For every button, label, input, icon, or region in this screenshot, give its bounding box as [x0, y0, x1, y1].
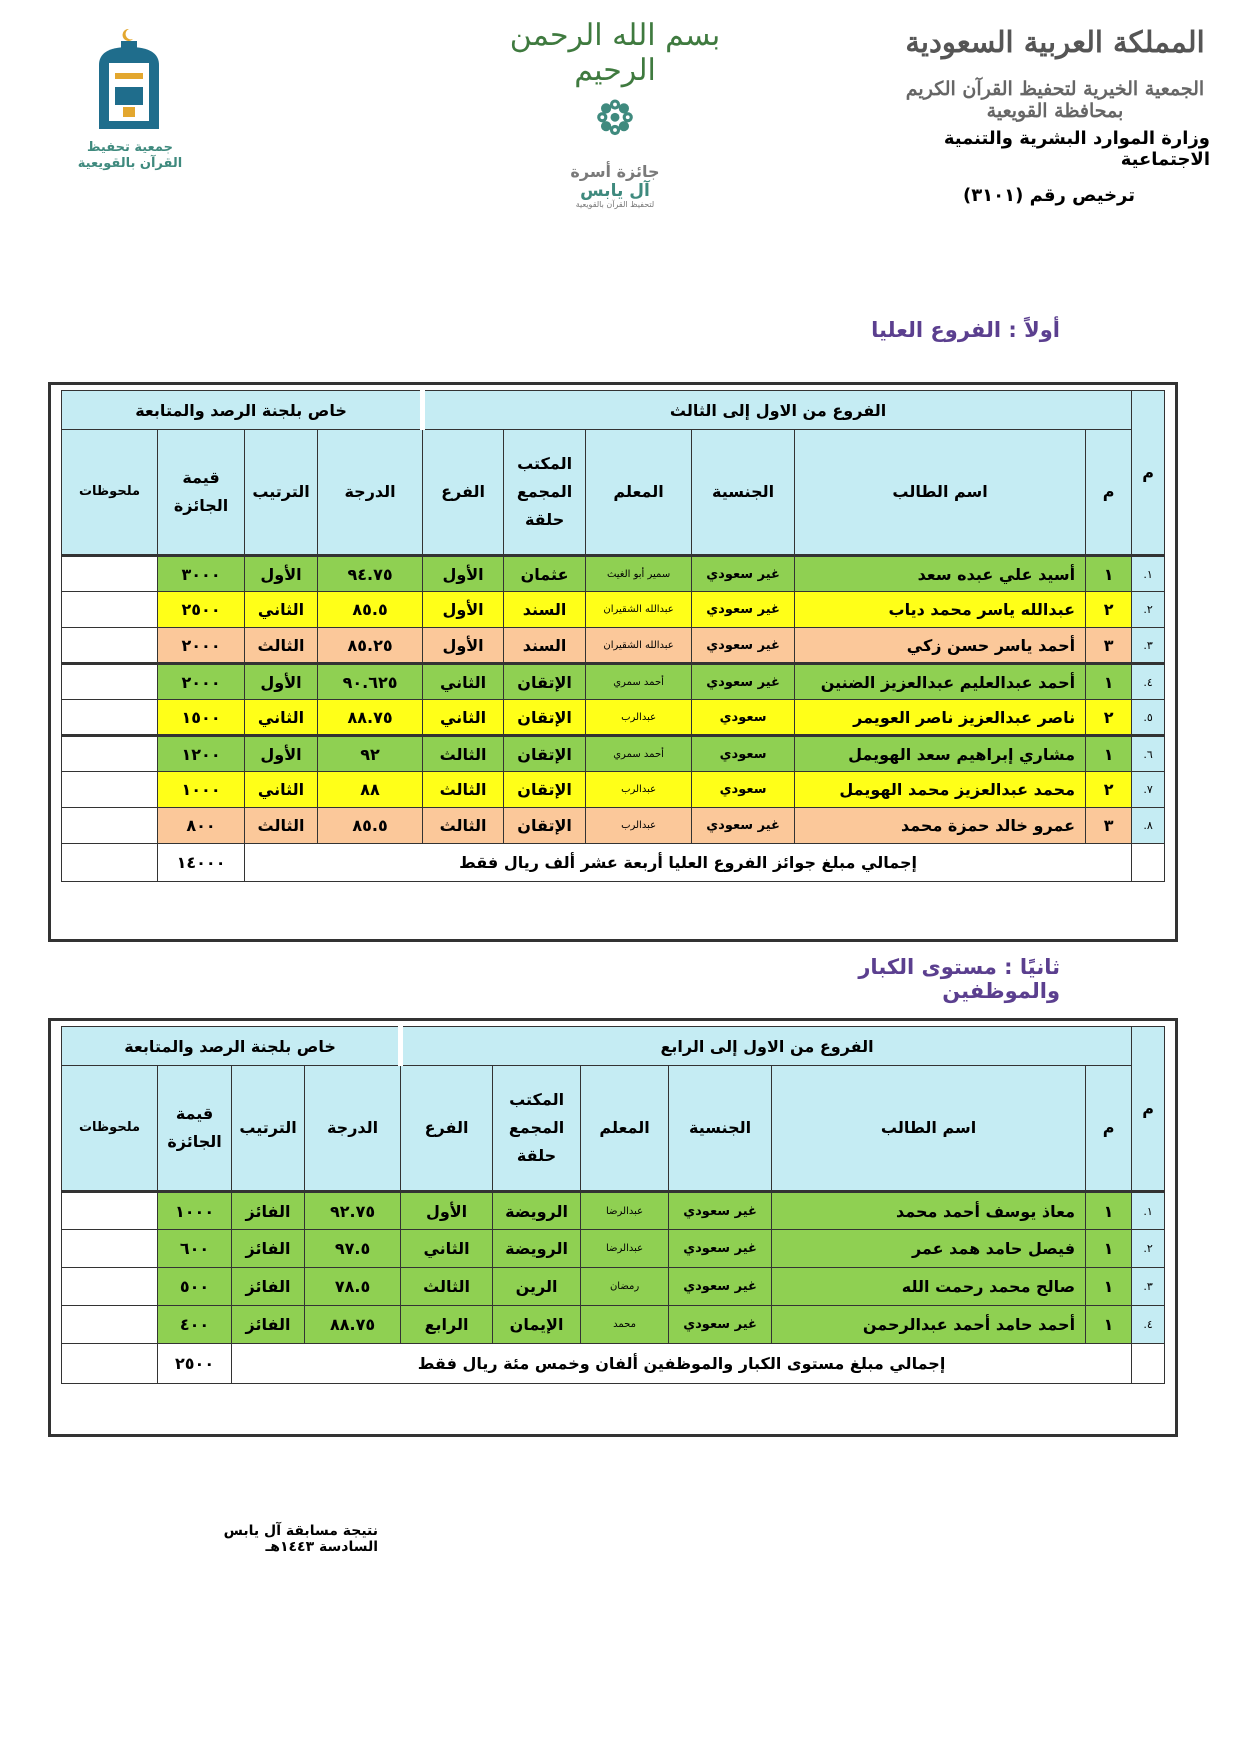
total-row-blank — [1132, 1344, 1165, 1384]
col-header-teacher: المعلم — [586, 430, 692, 556]
cell-rank: الثالث — [245, 628, 318, 664]
col-header-prize: قيمة الجائزة — [158, 1066, 232, 1192]
table-row — [62, 700, 1165, 736]
cell-rank: الفائز — [232, 1268, 305, 1306]
cell-name: عبدالله ياسر محمد دياب — [795, 592, 1086, 628]
cell-notes — [62, 1192, 158, 1230]
cell-teacher: عبدالله الشقيران — [586, 592, 692, 628]
cell-nationality: غير سعودي — [669, 1192, 772, 1230]
row-index: ٤. — [1132, 664, 1165, 700]
total-notes — [62, 1344, 158, 1384]
cell-name: أحمد عبدالعليم عبدالعزيز الضنين — [795, 664, 1086, 700]
cell-nationality: سعودي — [692, 772, 795, 808]
cell-office: الرين — [493, 1268, 581, 1306]
cell-office: السند — [504, 628, 586, 664]
group-header-committee: خاص بلجنة الرصد والمتابعة — [62, 1027, 401, 1066]
section2-table — [61, 1026, 1165, 1384]
cell-office: الإتقان — [504, 808, 586, 844]
cell-branch: الثاني — [423, 700, 504, 736]
cell-notes — [62, 700, 158, 736]
cell-grade: ٨٥.٥ — [318, 808, 423, 844]
cell-prize: ٦٠٠ — [158, 1230, 232, 1268]
cell-nationality: سعودي — [692, 700, 795, 736]
association-logo-line2: القرآن بالقويعية — [77, 156, 183, 171]
cell-name: أحمد ياسر حسن زكي — [795, 628, 1086, 664]
row-index: ٧. — [1132, 772, 1165, 808]
cell-notes — [62, 1268, 158, 1306]
cell-teacher: عبدالله الشقيران — [586, 628, 692, 664]
cell-prize: ٢٠٠٠ — [158, 664, 245, 700]
cell-prize: ٨٠٠ — [158, 808, 245, 844]
cell-prize: ٢٠٠٠ — [158, 628, 245, 664]
cell-nationality: غير سعودي — [692, 628, 795, 664]
cell-grade: ٨٥.٢٥ — [318, 628, 423, 664]
cell-prize: ١٠٠٠ — [158, 772, 245, 808]
cell-name: معاذ يوسف أحمد محمد — [772, 1192, 1086, 1230]
col-header-nationality: الجنسية — [669, 1066, 772, 1192]
table-row — [62, 736, 1165, 772]
index-header: م — [1132, 1027, 1165, 1192]
cell-name: ناصر عبدالعزيز ناصر العويمر — [795, 700, 1086, 736]
table-row — [62, 808, 1165, 844]
cell-prize: ٤٠٠ — [158, 1306, 232, 1344]
cell-grade: ٨٨ — [318, 772, 423, 808]
row-index: ٣. — [1132, 1268, 1165, 1306]
col-header-m: م — [1086, 430, 1132, 556]
cell-m: ٢ — [1086, 772, 1132, 808]
row-index: ٤. — [1132, 1306, 1165, 1344]
cell-office: الإتقان — [504, 664, 586, 700]
row-index: ١. — [1132, 556, 1165, 592]
row-index: ٨. — [1132, 808, 1165, 844]
cell-notes — [62, 664, 158, 700]
cell-office: الإتقان — [504, 700, 586, 736]
table-row — [62, 1268, 1165, 1306]
cell-m: ٢ — [1086, 700, 1132, 736]
cell-branch: الثاني — [401, 1230, 493, 1268]
total-value: ١٤٠٠٠ — [158, 844, 245, 882]
row-index: ١. — [1132, 1192, 1165, 1230]
row-index: ٣. — [1132, 628, 1165, 664]
cell-rank: الأول — [245, 556, 318, 592]
col-header-teacher: المعلم — [581, 1066, 669, 1192]
col-header-notes: ملحوظات — [62, 1066, 158, 1192]
col-header-branch: الفرع — [401, 1066, 493, 1192]
row-index: ٥. — [1132, 700, 1165, 736]
cell-m: ١ — [1086, 1230, 1132, 1268]
table-row — [62, 1192, 1165, 1230]
col-header-nationality: الجنسية — [692, 430, 795, 556]
section2-title: ثانيًا : مستوى الكبار والموظفين — [858, 955, 1060, 1003]
table-row — [62, 1306, 1165, 1344]
cell-branch: الثالث — [401, 1268, 493, 1306]
cell-m: ١ — [1086, 664, 1132, 700]
cell-teacher: عبدالرضا — [581, 1230, 669, 1268]
cell-branch: الأول — [423, 556, 504, 592]
basmala: بسم الله الرحمن الرحيم — [509, 18, 721, 88]
cell-teacher: أحمد سمري — [586, 736, 692, 772]
cell-nationality: غير سعودي — [669, 1306, 772, 1344]
cell-branch: الثالث — [423, 772, 504, 808]
group-header-branches: الفروع من الاول إلى الثالث — [423, 391, 1132, 430]
group-header-committee: خاص بلجنة الرصد والمتابعة — [62, 391, 423, 430]
total-row-blank — [1132, 844, 1165, 882]
group-header-branches: الفروع من الاول إلى الرابع — [401, 1027, 1132, 1066]
cell-teacher: رمضان — [581, 1268, 669, 1306]
cell-m: ٢ — [1086, 592, 1132, 628]
total-notes — [62, 844, 158, 882]
cell-nationality: غير سعودي — [669, 1230, 772, 1268]
cell-branch: الأول — [401, 1192, 493, 1230]
cell-office: الرويضة — [493, 1230, 581, 1268]
cell-grade: ٨٨.٧٥ — [318, 700, 423, 736]
cell-notes — [62, 1306, 158, 1344]
total-text: إجمالي مبلغ مستوى الكبار والموظفين ألفان وخمس مئة ريال فقط — [232, 1344, 1132, 1384]
association-logo-line1: جمعية تحفيظ — [87, 140, 173, 155]
kingdom-title: المملكة العربية السعودية — [905, 25, 1205, 59]
cell-notes — [62, 592, 158, 628]
cell-prize: ٥٠٠ — [158, 1268, 232, 1306]
cell-office: الإتقان — [504, 772, 586, 808]
col-header-grade: الدرجة — [305, 1066, 401, 1192]
cell-notes — [62, 736, 158, 772]
cell-grade: ٨٥.٥ — [318, 592, 423, 628]
cell-rank: الفائز — [232, 1230, 305, 1268]
license-number: ترخيص رقم (٣١٠١) — [962, 185, 1135, 206]
cell-rank: الفائز — [232, 1192, 305, 1230]
cell-name: محمد عبدالعزيز محمد الهويمل — [795, 772, 1086, 808]
cell-grade: ٩٧.٥ — [305, 1230, 401, 1268]
cell-office: السند — [504, 592, 586, 628]
cell-m: ٣ — [1086, 808, 1132, 844]
cell-m: ١ — [1086, 736, 1132, 772]
cell-prize: ٢٥٠٠ — [158, 592, 245, 628]
total-row — [62, 1344, 1165, 1384]
section1-table — [61, 390, 1165, 882]
cell-prize: ١٠٠٠ — [158, 1192, 232, 1230]
cell-rank: الثاني — [245, 700, 318, 736]
cell-grade: ٩٤.٧٥ — [318, 556, 423, 592]
cell-rank: الثاني — [245, 772, 318, 808]
col-header-rank: الترتيب — [245, 430, 318, 556]
cell-grade: ٧٨.٥ — [305, 1268, 401, 1306]
cell-branch: الثالث — [423, 736, 504, 772]
col-header-rank: الترتيب — [232, 1066, 305, 1192]
cell-teacher: عبدالرب — [586, 772, 692, 808]
cell-notes — [62, 808, 158, 844]
cell-teacher: سمير أبو الغيث — [586, 556, 692, 592]
cell-branch: الأول — [423, 628, 504, 664]
table-row — [62, 772, 1165, 808]
cell-branch: الثالث — [423, 808, 504, 844]
cell-teacher: عبدالرضا — [581, 1192, 669, 1230]
row-index: ٢. — [1132, 1230, 1165, 1268]
table-row — [62, 664, 1165, 700]
footer-note: نتيجة مسابقة آل يابس السادسة ١٤٤٣هـ — [223, 1523, 378, 1555]
cell-office: الإيمان — [493, 1306, 581, 1344]
award-logo-icon — [560, 95, 670, 165]
cell-nationality: غير سعودي — [669, 1268, 772, 1306]
cell-notes — [62, 772, 158, 808]
cell-notes — [62, 628, 158, 664]
col-header-branch: الفرع — [423, 430, 504, 556]
cell-notes — [62, 1230, 158, 1268]
cell-prize: ٣٠٠٠ — [158, 556, 245, 592]
cell-name: أسيد علي عبده سعد — [795, 556, 1086, 592]
cell-rank: الأول — [245, 664, 318, 700]
cell-rank: الأول — [245, 736, 318, 772]
cell-m: ١ — [1086, 1192, 1132, 1230]
cell-name: أحمد حامد أحمد عبدالرحمن — [772, 1306, 1086, 1344]
cell-m: ٣ — [1086, 628, 1132, 664]
col-header-grade: الدرجة — [318, 430, 423, 556]
award-logo-line1: جائزة أسرة — [570, 162, 660, 181]
cell-prize: ١٥٠٠ — [158, 700, 245, 736]
association-logo-icon — [85, 25, 173, 135]
cell-teacher: عبدالرب — [586, 700, 692, 736]
cell-grade: ٩٠.٦٢٥ — [318, 664, 423, 700]
section1-title: أولاً : الفروع العليا — [871, 318, 1060, 342]
cell-grade: ٨٨.٧٥ — [305, 1306, 401, 1344]
col-header-office: المكتب المجمع حلقة — [504, 430, 586, 556]
cell-rank: الثاني — [245, 592, 318, 628]
cell-name: فيصل حامد همد عمر — [772, 1230, 1086, 1268]
cell-teacher: محمد — [581, 1306, 669, 1344]
award-logo-line2: آل يابس — [580, 181, 650, 201]
ministry-title: وزارة الموارد البشرية والتنمية الاجتماعية — [943, 128, 1210, 170]
cell-office: الإتقان — [504, 736, 586, 772]
cell-office: عثمان — [504, 556, 586, 592]
index-header: م — [1132, 391, 1165, 556]
cell-nationality: غير سعودي — [692, 556, 795, 592]
col-header-prize: قيمة الجائزة — [158, 430, 245, 556]
total-text: إجمالي مبلغ جوائز الفروع العليا أربعة عشر ألف ريال فقط — [245, 844, 1132, 882]
association-title: الجمعية الخيرية لتحفيظ القرآن الكريم بمحافظة القويعية — [905, 78, 1205, 122]
cell-teacher: عبدالرب — [586, 808, 692, 844]
cell-name: عمرو خالد حمزة محمد — [795, 808, 1086, 844]
cell-m: ١ — [1086, 1268, 1132, 1306]
cell-m: ١ — [1086, 556, 1132, 592]
cell-nationality: غير سعودي — [692, 808, 795, 844]
cell-prize: ١٢٠٠ — [158, 736, 245, 772]
cell-m: ١ — [1086, 1306, 1132, 1344]
table-row — [62, 628, 1165, 664]
cell-grade: ٩٢ — [318, 736, 423, 772]
col-header-name: اسم الطالب — [772, 1066, 1086, 1192]
cell-branch: الثاني — [423, 664, 504, 700]
cell-rank: الثالث — [245, 808, 318, 844]
col-header-name: اسم الطالب — [795, 430, 1086, 556]
award-logo-line3: لتحفيظ القرآن بالقويعية — [575, 200, 655, 209]
cell-office: الرويضة — [493, 1192, 581, 1230]
table-row — [62, 592, 1165, 628]
table-row — [62, 1230, 1165, 1268]
table-row — [62, 556, 1165, 592]
cell-teacher: أحمد سمري — [586, 664, 692, 700]
col-header-office: المكتب المجمع حلقة — [493, 1066, 581, 1192]
cell-name: صالح محمد رحمت الله — [772, 1268, 1086, 1306]
row-index: ٦. — [1132, 736, 1165, 772]
cell-nationality: غير سعودي — [692, 664, 795, 700]
cell-grade: ٩٢.٧٥ — [305, 1192, 401, 1230]
total-value: ٢٥٠٠ — [158, 1344, 232, 1384]
col-header-notes: ملحوظات — [62, 430, 158, 556]
cell-nationality: سعودي — [692, 736, 795, 772]
cell-name: مشاري إبراهيم سعد الهويمل — [795, 736, 1086, 772]
col-header-m: م — [1086, 1066, 1132, 1192]
cell-rank: الفائز — [232, 1306, 305, 1344]
cell-branch: الأول — [423, 592, 504, 628]
cell-notes — [62, 556, 158, 592]
cell-nationality: غير سعودي — [692, 592, 795, 628]
total-row — [62, 844, 1165, 882]
row-index: ٢. — [1132, 592, 1165, 628]
cell-branch: الرابع — [401, 1306, 493, 1344]
